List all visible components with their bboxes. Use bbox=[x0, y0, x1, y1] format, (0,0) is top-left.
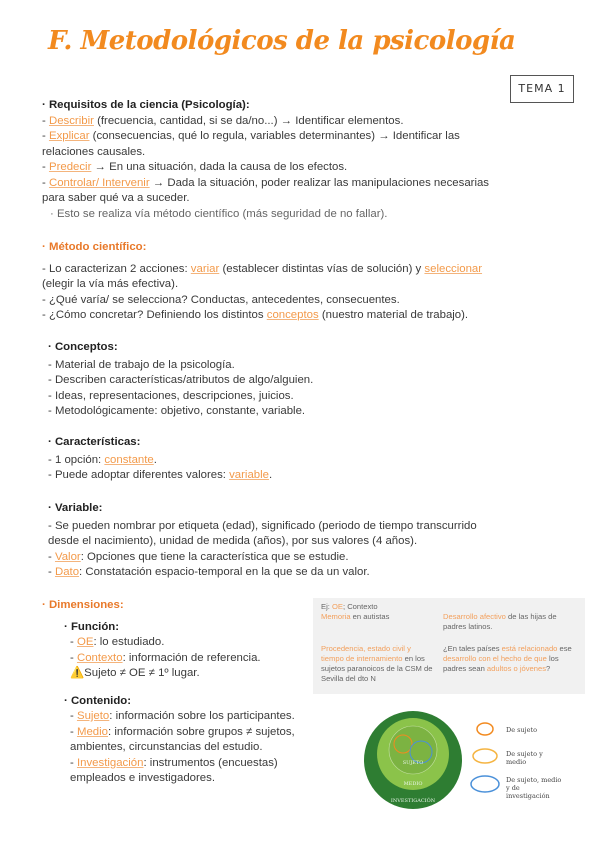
list-item: - Sujeto: información sobre los participantes. bbox=[70, 710, 295, 722]
legend-label-2: De sujeto y medio bbox=[506, 750, 543, 766]
list-item: - Describen características/atributos de algo/alguien. bbox=[48, 374, 314, 386]
list-item-cont: desde el nacimiento), unidad de medida (años), por sus valores (4 años). bbox=[48, 535, 418, 547]
link-variable: variable bbox=[229, 469, 269, 481]
page-title: F. Metodológicos de la psicología bbox=[48, 26, 516, 56]
section-dimensiones bbox=[42, 598, 312, 787]
link-dato: Dato bbox=[54, 566, 80, 578]
list-item: - Controlar/ Intervenir → Dada la situación, poder realizar las manipulaciones necesarias bbox=[42, 176, 490, 189]
legend-ring-sujeto-medio bbox=[473, 749, 497, 763]
section-variable bbox=[48, 501, 568, 581]
link-valor: Valor bbox=[54, 550, 81, 563]
section-metodo bbox=[42, 240, 562, 324]
list-item: - 1 opción: constante. bbox=[48, 453, 157, 466]
link-oe: OE bbox=[76, 636, 94, 648]
list-item: - Explicar (consecuencias, qué lo regula, variables determinantes) → Identificar las bbox=[42, 130, 460, 142]
link-conceptos: conceptos bbox=[266, 309, 319, 321]
list-item-cont: (elegir la vía más efectiva). bbox=[42, 278, 179, 290]
example-box bbox=[313, 598, 585, 694]
dimensions-diagram bbox=[363, 710, 463, 810]
list-item-cont: relaciones causales. bbox=[42, 145, 146, 158]
legend-ring-sujeto bbox=[477, 723, 493, 735]
heading-conceptos: · Conceptos: bbox=[48, 341, 118, 353]
label-medio: MEDIO bbox=[403, 781, 423, 787]
heading-funcion: · Función: bbox=[64, 620, 120, 633]
tema-label: TEMA 1 bbox=[510, 75, 574, 103]
list-item: - Lo caracterizan 2 acciones: variar (establecer distintas vías de solución) y seleccionar bbox=[42, 262, 483, 275]
warning-note: ⚠️Sujeto ≠ OE ≠ 1º lugar. bbox=[70, 667, 200, 679]
list-item: - Contexto: información de referencia. bbox=[70, 651, 261, 664]
list-item: - Investigación: instrumentos (encuestas) bbox=[70, 756, 278, 769]
example-cell-4: ¿En tales países está relacionado ese desarrollo con el hecho de que los padres sean adultos o jóvenes? bbox=[443, 644, 572, 673]
list-item: - Valor: Opciones que tiene la característica que se estudie. bbox=[48, 550, 349, 563]
link-controlar: Controlar/ Intervenir bbox=[48, 176, 150, 189]
heading-dimensiones: · Dimensiones: bbox=[42, 599, 124, 611]
section-caracteristicas bbox=[48, 435, 568, 484]
list-item: - OE: lo estudiado. bbox=[70, 636, 165, 648]
heading-metodo: · Método científico: bbox=[42, 241, 147, 253]
link-describir: Describir bbox=[48, 114, 94, 127]
heading-variable: · Variable: bbox=[48, 502, 103, 514]
list-item: - Predecir → En una situación, dada la causa de los efectos. bbox=[42, 161, 348, 173]
list-item: - Describir (frecuencia, cantidad, si se da/no...) → Identificar elementos. bbox=[42, 114, 404, 127]
legend-label-1: De sujeto bbox=[506, 726, 538, 734]
list-item: - ¿Cómo concretar? Definiendo los distintos conceptos (nuestro material de trabajo). bbox=[42, 309, 469, 321]
link-seleccionar: seleccionar bbox=[424, 262, 483, 275]
list-item: - Puede adoptar diferentes valores: variable. bbox=[48, 469, 273, 481]
section-conceptos bbox=[48, 340, 568, 420]
legend-ring-all bbox=[471, 776, 499, 792]
list-item-cont: para saber qué va a suceder. bbox=[42, 192, 190, 204]
heading-caracteristicas: · Características: bbox=[48, 436, 141, 448]
legend-label-3: De sujeto, medio y de investigación bbox=[506, 776, 562, 800]
note-metodo: · Esto se realiza vía método científico (más seguridad de no fallar). bbox=[50, 207, 388, 220]
legend-rings bbox=[470, 720, 500, 796]
example-cell-3: Procedencia, estado civil y tiempo de internamiento en los sujetos paranoicos de la CSM de Sevilla del dto N bbox=[321, 644, 433, 683]
list-item: - Se pueden nombrar por etiqueta (edad), significado (periodo de tiempo transcurrido bbox=[48, 519, 477, 532]
link-variar: variar bbox=[190, 262, 220, 275]
label-investigacion: INVESTIGACIÓN bbox=[390, 798, 436, 804]
link-constante: constante bbox=[104, 453, 154, 466]
list-item: - ¿Qué varía/ se selecciona? Conductas, antecedentes, consecuentes. bbox=[42, 293, 400, 306]
list-item: - Medio: información sobre grupos ≠ sujetos, bbox=[70, 725, 295, 738]
example-cell-1: Ej: OE; Contexto Memoria en autistas bbox=[321, 602, 390, 621]
list-item: - Ideas, representaciones, descripciones, juicios. bbox=[48, 389, 294, 402]
link-investigacion: Investigación bbox=[76, 756, 144, 769]
list-item: - Metodológicamente: objetivo, constante, variable. bbox=[48, 405, 306, 417]
link-medio: Medio bbox=[76, 725, 108, 738]
link-sujeto: Sujeto bbox=[76, 710, 110, 722]
section-requisitos bbox=[42, 98, 562, 222]
list-item-cont: ambientes, circunstancias del estudio. bbox=[70, 741, 263, 753]
list-item: - Dato: Constatación espacio-temporal en la que se da un valor. bbox=[48, 566, 370, 578]
list-item-cont: empleados e investigadores. bbox=[70, 772, 216, 784]
link-predecir: Predecir bbox=[48, 161, 92, 173]
list-item: - Material de trabajo de la psicología. bbox=[48, 358, 235, 371]
example-cell-2: Desarrollo afectivo de las hijas de padres latinos. bbox=[443, 612, 557, 631]
label-sujeto: SUJETO bbox=[402, 760, 424, 766]
link-contexto: Contexto bbox=[76, 651, 123, 664]
heading-requisitos: · Requisitos de la ciencia (Psicología): bbox=[42, 99, 250, 111]
heading-contenido: · Contenido: bbox=[64, 694, 132, 707]
link-explicar: Explicar bbox=[48, 130, 90, 142]
